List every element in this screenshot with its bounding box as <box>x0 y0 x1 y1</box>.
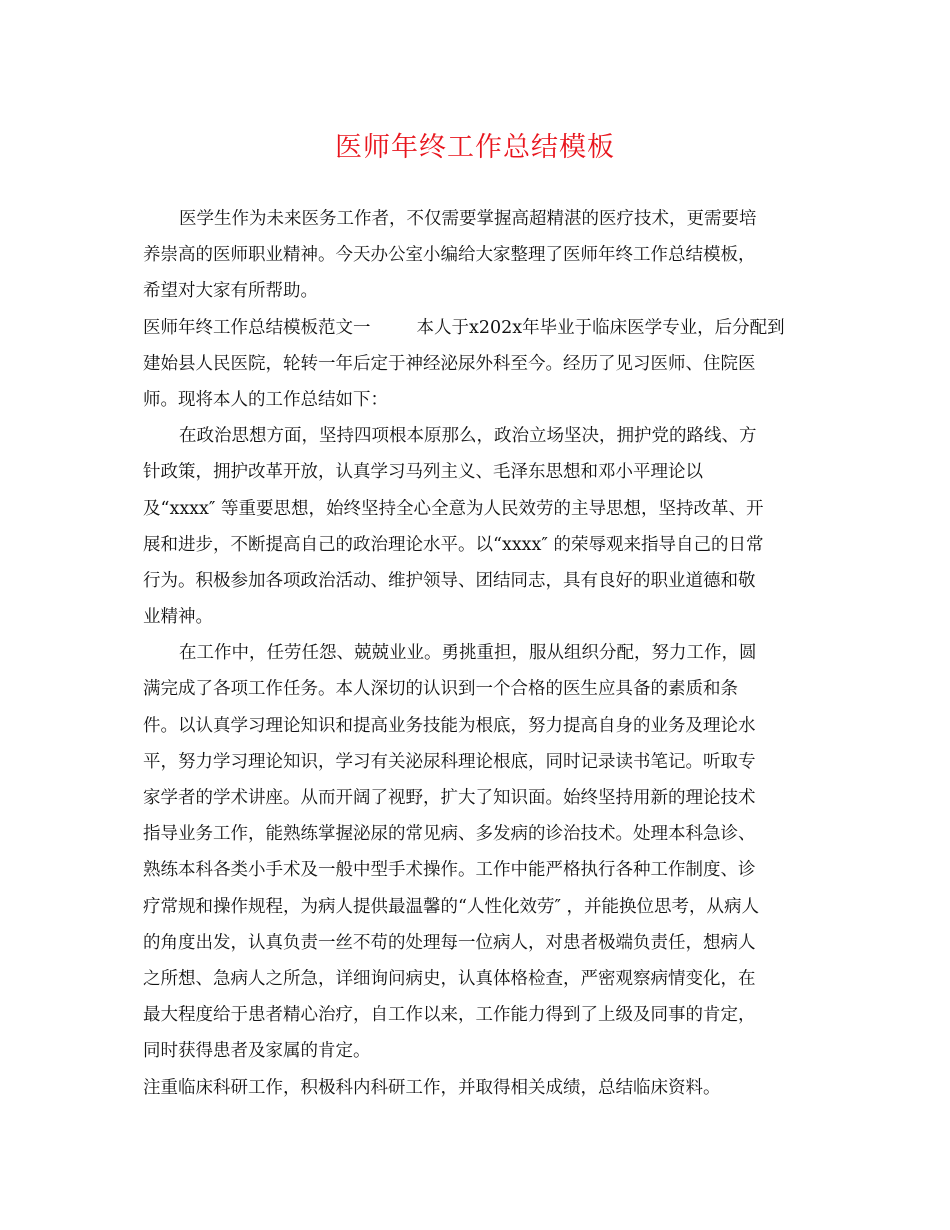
text-line: 同时获得患者及家属的肯定。 <box>143 1041 371 1062</box>
text-line: 指导业务工作，能熟练掌握泌尿的常见病、多发病的诊治技术。处理本科急诊、 <box>143 824 756 845</box>
text-line: 养崇高的医师职业精神。今天办公室小编给大家整理了医师年终工作总结模板， <box>143 245 756 266</box>
text-line: 针政策，拥护改革开放，认真学习马列主义、毛泽东思想和邓小平理论以 <box>143 462 703 483</box>
text-line: 最大程度给于患者精心治疗，自工作以来，工作能力得到了上级及同事的肯定， <box>143 1005 756 1026</box>
text-line: 熟练本科各类小手术及一般中型手术操作。工作中能严格执行各种工作制度、诊 <box>143 860 756 881</box>
document-title: 医师年终工作总结模板 <box>335 132 615 163</box>
text-line: 疗常规和操作规程，为病人提供最温馨的“人性化效劳″ ，并能换位思考，从病人 <box>143 896 760 917</box>
section-heading-line <box>143 310 813 346</box>
text-line: 在政治思想方面，坚持四项根本原那么，政治立场坚决，拥护党的路线、方 <box>179 426 757 447</box>
text-line: 件。以认真学习理论知识和提高业务技能为根底，努力提高自身的业务及理论水 <box>143 715 756 736</box>
document-body <box>143 201 813 1142</box>
text-line: 平，努力学习理论知识，学习有关泌尿科理论根底，同时记录读书笔记。听取专 <box>143 751 756 772</box>
text-line: 家学者的学术讲座。从而开阔了视野，扩大了知识面。始终坚持用新的理论技术 <box>143 788 756 808</box>
section-heading: 医师年终工作总结模板范文一 <box>143 317 371 338</box>
text-line: 注重临床科研工作，积极科内科研工作，并取得相关成绩，总结临床资料。 <box>143 1077 721 1098</box>
text-line: 医学生作为未来医务工作者，不仅需要掌握高超精湛的医疗技术，更需要培 <box>179 209 757 229</box>
text-line: 及“xxxx″ 等重要思想，始终坚持全心全意为人民效劳的主导思想，坚持改革、开 <box>143 498 764 519</box>
text-line: 的角度出发，认真负责一丝不苟的处理每一位病人，对患者极端负责任，想病人 <box>143 932 756 953</box>
text-line: 希望对大家有所帮助。 <box>143 281 318 302</box>
text-line: 建始县人民医院，轮转一年后定于神经泌尿外科至今。经历了见习医师、住院医 <box>143 353 756 374</box>
text-line: 师。现将本人的工作总结如下： <box>143 389 388 410</box>
text-line: 行为。积极参加各项政治活动、维护领导、团结同志，具有良好的职业道德和敬 <box>143 570 756 591</box>
text-line: 之所想、急病人之所急，详细询问病史，认真体格检查，严密观察病情变化，在 <box>143 968 756 989</box>
text-line: 本人于x202x年毕业于临床医学专业，后分配到 <box>416 317 785 338</box>
text-line: 业精神。 <box>143 607 213 628</box>
text-line <box>143 1106 813 1142</box>
text-line: 展和进步，不断提高自己的政治理论水平。以“xxxx″ 的荣辱观来指导自己的日常 <box>143 534 764 555</box>
text-line: 满完成了各项工作任务。本人深切的认识到一个合格的医生应具备的素质和条 <box>143 679 738 700</box>
text-line: 在工作中，任劳任怨、兢兢业业。勇挑重担，服从组织分配，努力工作，圆 <box>179 643 757 664</box>
